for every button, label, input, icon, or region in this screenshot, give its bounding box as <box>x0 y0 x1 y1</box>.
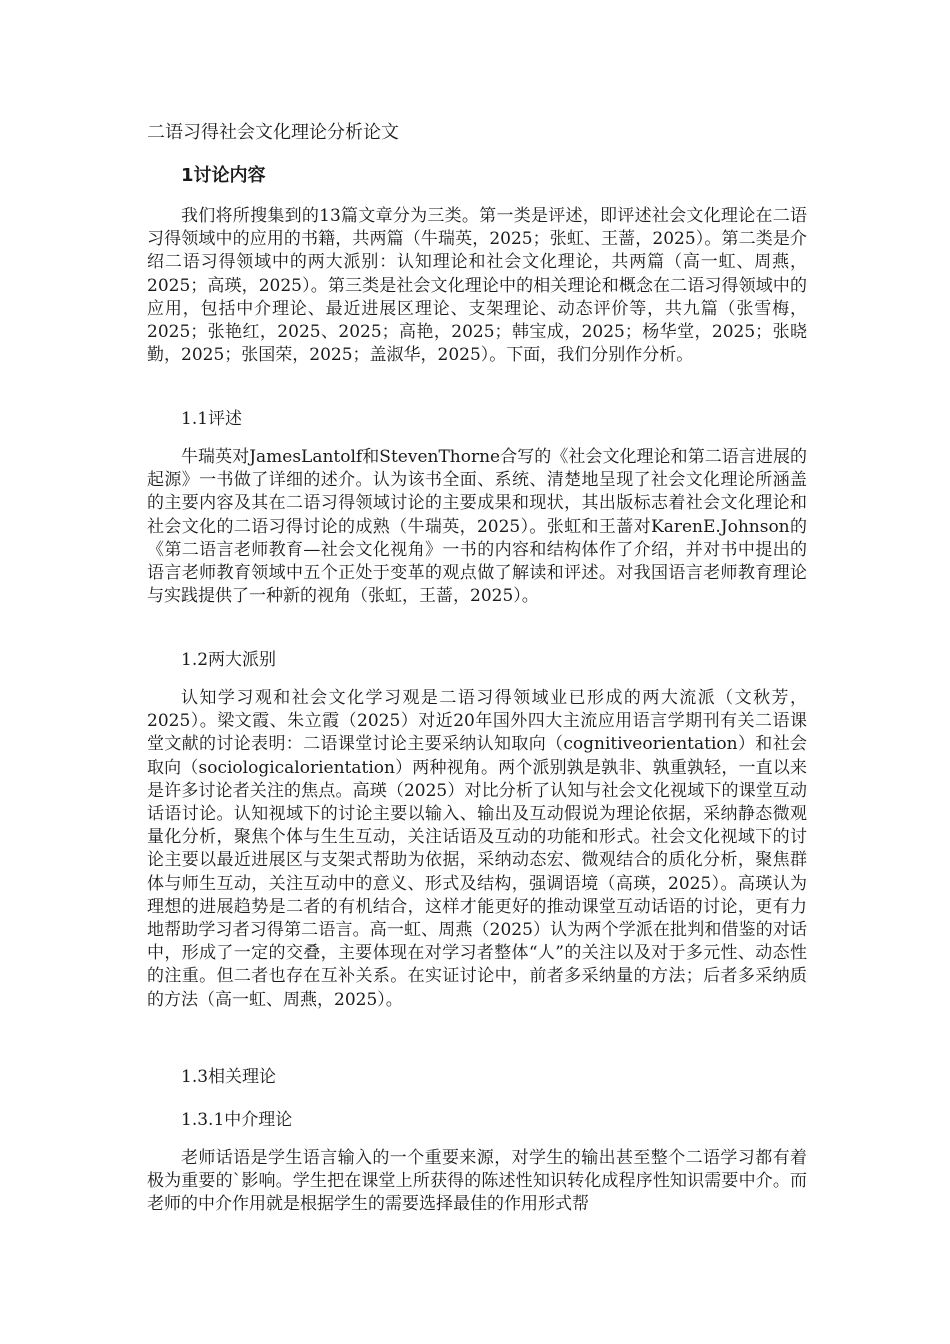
document-title: 二语习得社会文化理论分析论文 <box>147 122 399 143</box>
section-1-3-1-paragraph: 老师话语是学生语言输入的一个重要来源，对学生的输出甚至整个二语学习都有着极为重要的`影响。学生把在课堂上所获得的陈述性知识转化成程序性知识需要中介。而老师的中介作用就是根据学生的需要选择最佳的作用形式帮 <box>147 1148 807 1215</box>
section-heading-1-3-1: 1.3.1中介理论 <box>181 1110 293 1130</box>
section-heading-1-3: 1.3相关理论 <box>181 1067 277 1087</box>
section-heading-1-1: 1.1评述 <box>181 409 243 429</box>
section-1-1-paragraph: 牛瑞英对JamesLantolf和StevenThorne合写的《社会文化理论和第二语言进展的起源》一书做了详细的述介。认为该书全面、系统、清楚地呈现了社会文化理论所涵盖的主要内容及其在二语习得领域讨论的主要成果和现状，其出版标志着社会文化理论和社会文化的二语习得讨论的成熟（牛瑞英，2025）。张虹和王蔷对KarenE.Johnson的《第二语言老师教育—社会文化视角》一书的内容和结构体作了介绍，并对书中提出的语言老师教育领域中五个正处于变革的观点做了解读和评述。对我国语言老师教育理论与实践提供了一种新的视角（张虹，王蔷，2025）。 <box>147 447 807 607</box>
section-1-2-paragraph: 认知学习观和社会文化学习观是二语习得领域业已形成的两大流派（文秋芳，2025）。梁文霞、朱立霞（2025）对近20年国外四大主流应用语言学期刊有关二语课堂文献的讨论表明：二语课堂讨论主要采纳认知取向（cognitiveorientation）和社会取向（sociologicalorientation）两种视角。两个派别孰是孰非、孰重孰轻，一直以来是许多讨论者关注的焦点。高瑛（2025）对比分析了认知与社会文化视域下的课堂互动话语讨论。认知视域下的讨论主要以输入、输出及互动假说为理论依据，采纳静态微观量化分析，聚焦个体与生生互动，关注话语及互动的功能和形式。社会文化视域下的讨论主要以最近进展区与支架式帮助为依据，采纳动态宏、微观结合的质化分析，聚焦群体与师生互动，关注互动中的意义、形式及结构，强调语境（高瑛，2025）。高瑛认为理想的进展趋势是二者的有机结合，这样才能更好的推动课堂互动话语的讨论，更有力地帮助学习者习得第二语言。高一虹、周燕（2025）认为两个学派在批判和借鉴的对话中，形成了一定的交叠，主要体现在对学习者整体“人”的关注以及对于多元性、动态性的注重。但二者也存在互补关系。在实证讨论中，前者多采纳量的方法；后者多采纳质的方法（高一虹、周燕，2025）。 <box>147 688 807 1010</box>
section-heading-1-2: 1.2两大派别 <box>181 650 277 670</box>
section-1-intro-paragraph: 我们将所搜集到的13篇文章分为三类。第一类是评述，即评述社会文化理论在二语习得领域中的应用的书籍，共两篇（牛瑞英，2025；张虹、王蔷，2025）。第二类是介绍二语习得领域中的两大派别：认知理论和社会文化理论，共两篇（高一虹、周燕，2025；高瑛，2025）。第三类是社会文化理论中的相关理论和概念在二语习得领域中的应用，包括中介理论、最近进展区理论、支架理论、动态评价等，共九篇（张雪梅，2025；张艳红，2025、2025；高艳，2025；韩宝成，2025；杨华堂，2025；张晓勤，2025；张国荣，2025；盖淑华，2025）。下面，我们分别作分析。 <box>147 206 807 366</box>
section-heading-1: 1讨论内容 <box>181 165 266 186</box>
